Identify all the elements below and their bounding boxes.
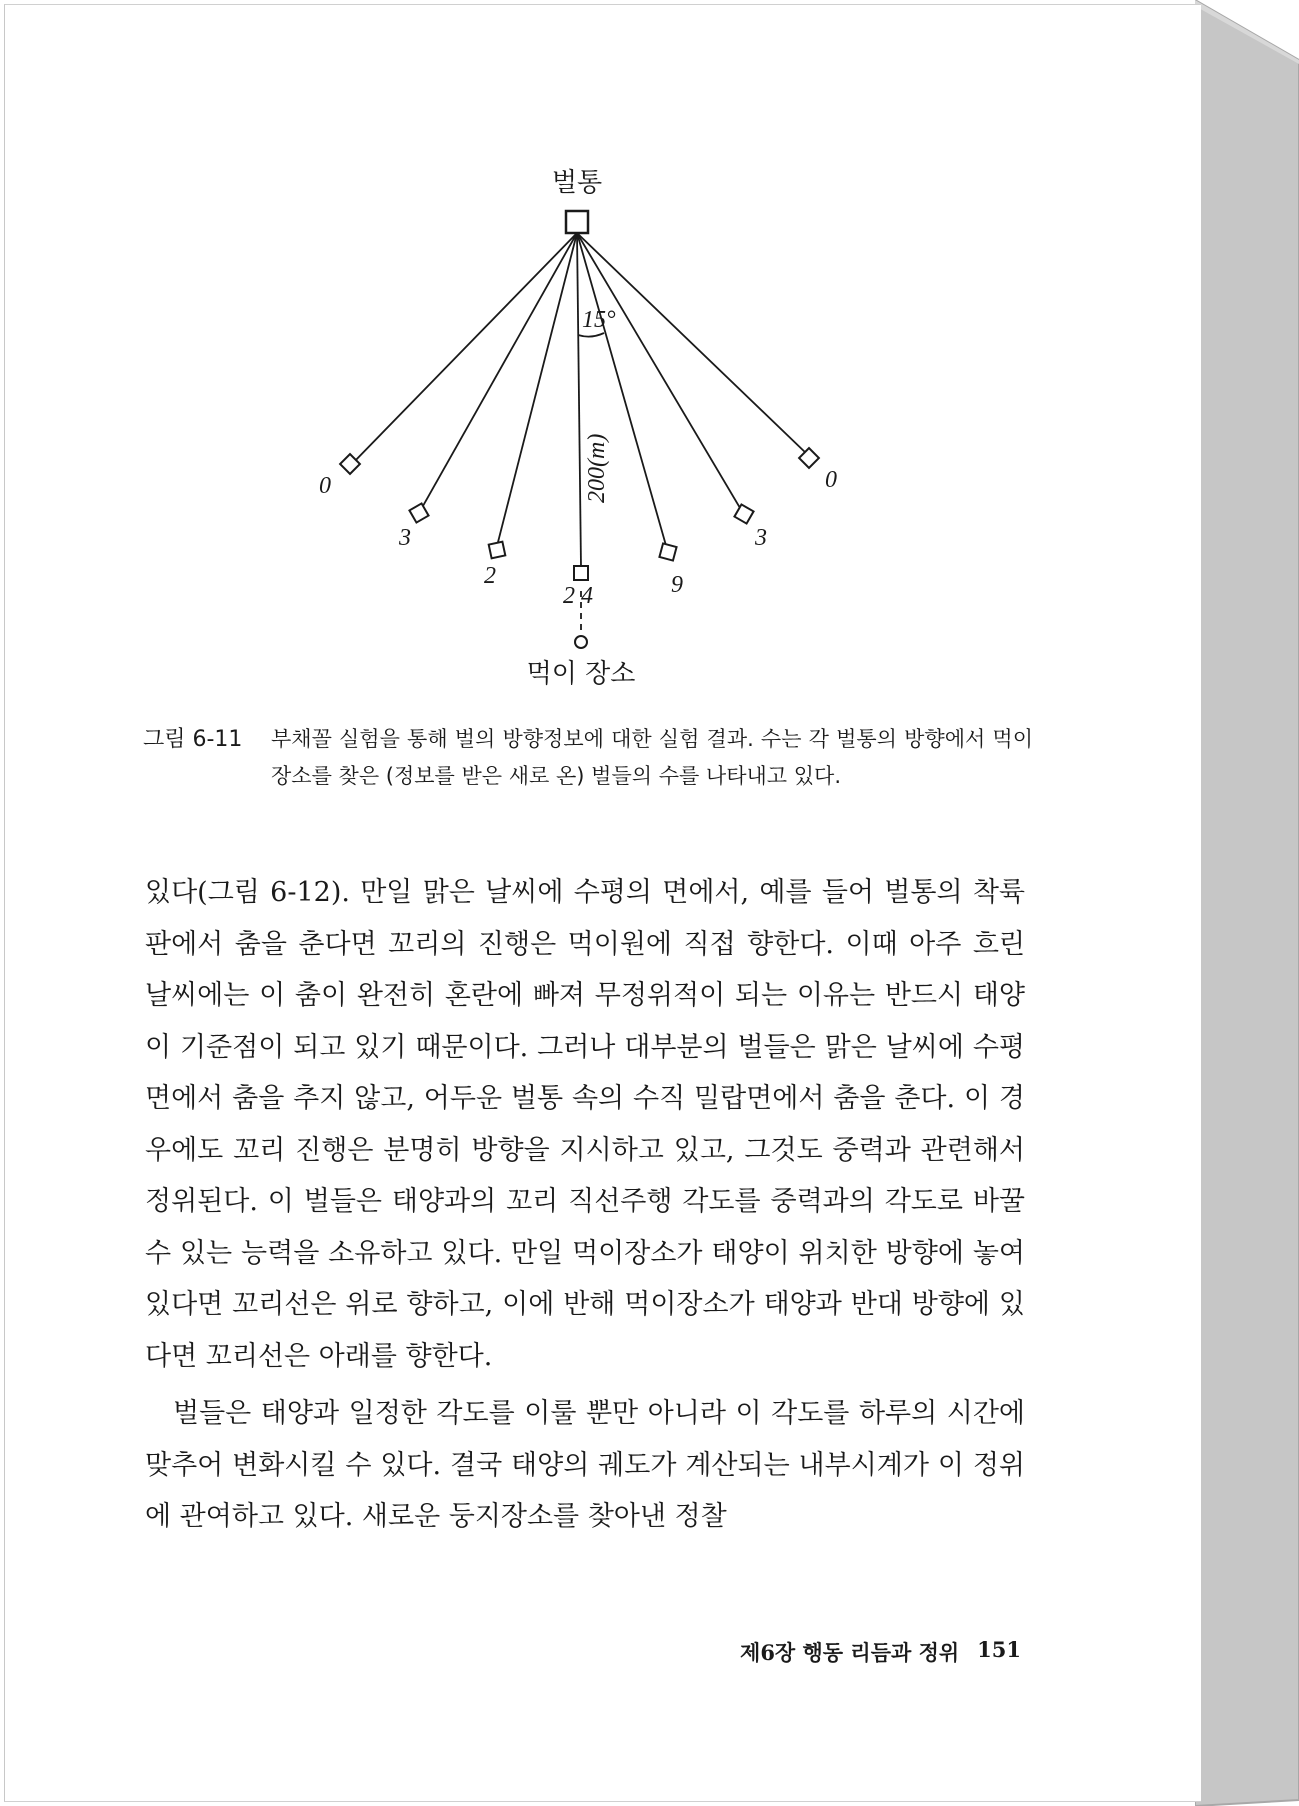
central-hive-box	[566, 211, 588, 233]
hive-box-5	[659, 543, 676, 560]
count-3: 2	[484, 563, 496, 589]
fan-experiment-figure	[5, 5, 1201, 705]
fan-line-7	[577, 233, 808, 455]
page-footer	[691, 1637, 1021, 1667]
fan-line-4	[577, 233, 581, 567]
caption-label: 그림 6-11	[143, 727, 243, 752]
hive-box-7	[799, 448, 819, 468]
fan-line-2	[419, 233, 577, 513]
angle-label: 15°	[582, 307, 616, 333]
hive-box-2	[409, 503, 428, 522]
body-paragraph-2: 벌들은 태양과 일정한 각도를 이룰 뿐만 아니라 이 각도를 하루의 시간에 맞추어 변화시킬 수 있다. 결국 태양의 궤도가 계산되는 내부시계가 이 정위에 관여하고 있다. 새로운 둥지장소를 찾아낸 정찰	[145, 1398, 1025, 1532]
hive-box-1	[340, 454, 360, 474]
figure-caption	[143, 721, 1033, 795]
feeding-site-marker	[575, 636, 587, 648]
hive-box-4	[574, 566, 588, 580]
chapter-title: 제6장 행동 리듬과 정위	[740, 1640, 960, 1665]
hive-box-3	[489, 542, 506, 559]
count-5: 9	[671, 572, 683, 598]
count-2: 3	[399, 525, 411, 551]
fan-line-1	[351, 233, 577, 465]
body-paragraph-1: 있다(그림 6-12). 만일 맑은 날씨에 수평의 면에서, 예를 들어 벌통의 착륙판에서 춤을 춘다면 꼬리의 진행은 먹이원에 직접 향한다. 이때 아주 흐린 날씨에는 이 춤이 완전히 혼란에 빠져 무정위적이 되는 이유는 반드시 태양이 기준점이 되고 있기 때문이다. 그러나 대부분의 벌들은 맑은 날씨에 수평면에서 춤을 추지 않고, 어두운 벌통 속의 수직 밀랍면에서 춤을 춘다. 이 경우에도 꼬리 진행은 분명히 방향을 지시하고 있고, 그것도 중력과 관련해서 정위된다. 이 벌들은 태양과의 꼬리 직선주행 각도를 중력과의 각도로 바꿀 수 있는 능력을 소유하고 있다. 만일 먹이장소가 태양이 위치한 방향에 놓여있다면 꼬리선은 위로 향하고, 이에 반해 먹이장소가 태양과 반대 방향에 있다면 꼬리선은 아래를 향한다.	[145, 877, 1025, 1372]
body-text	[145, 867, 1025, 1543]
hive-box-6	[734, 504, 753, 523]
count-7: 0	[825, 467, 837, 493]
angle-arc	[578, 333, 604, 337]
distance-label: 200(m)	[584, 433, 610, 503]
count-6: 3	[755, 525, 767, 551]
book-edge	[1195, 0, 1299, 1806]
book-page	[4, 4, 1201, 1802]
fan-line-3	[497, 233, 577, 546]
hive-label: 벌통	[551, 168, 603, 198]
count-4: 24	[563, 583, 599, 609]
count-1: 0	[319, 473, 331, 499]
page-number: 151	[977, 1637, 1021, 1662]
caption-text: 부채꼴 실험을 통해 벌의 방향정보에 대한 실험 결과. 수는 각 벌통의 방향에서 먹이장소를 찾은 (정보를 받은 새로 온) 벌들의 수를 나타내고 있다.	[271, 727, 1033, 788]
feeding-site-label: 먹이 장소	[526, 659, 636, 689]
